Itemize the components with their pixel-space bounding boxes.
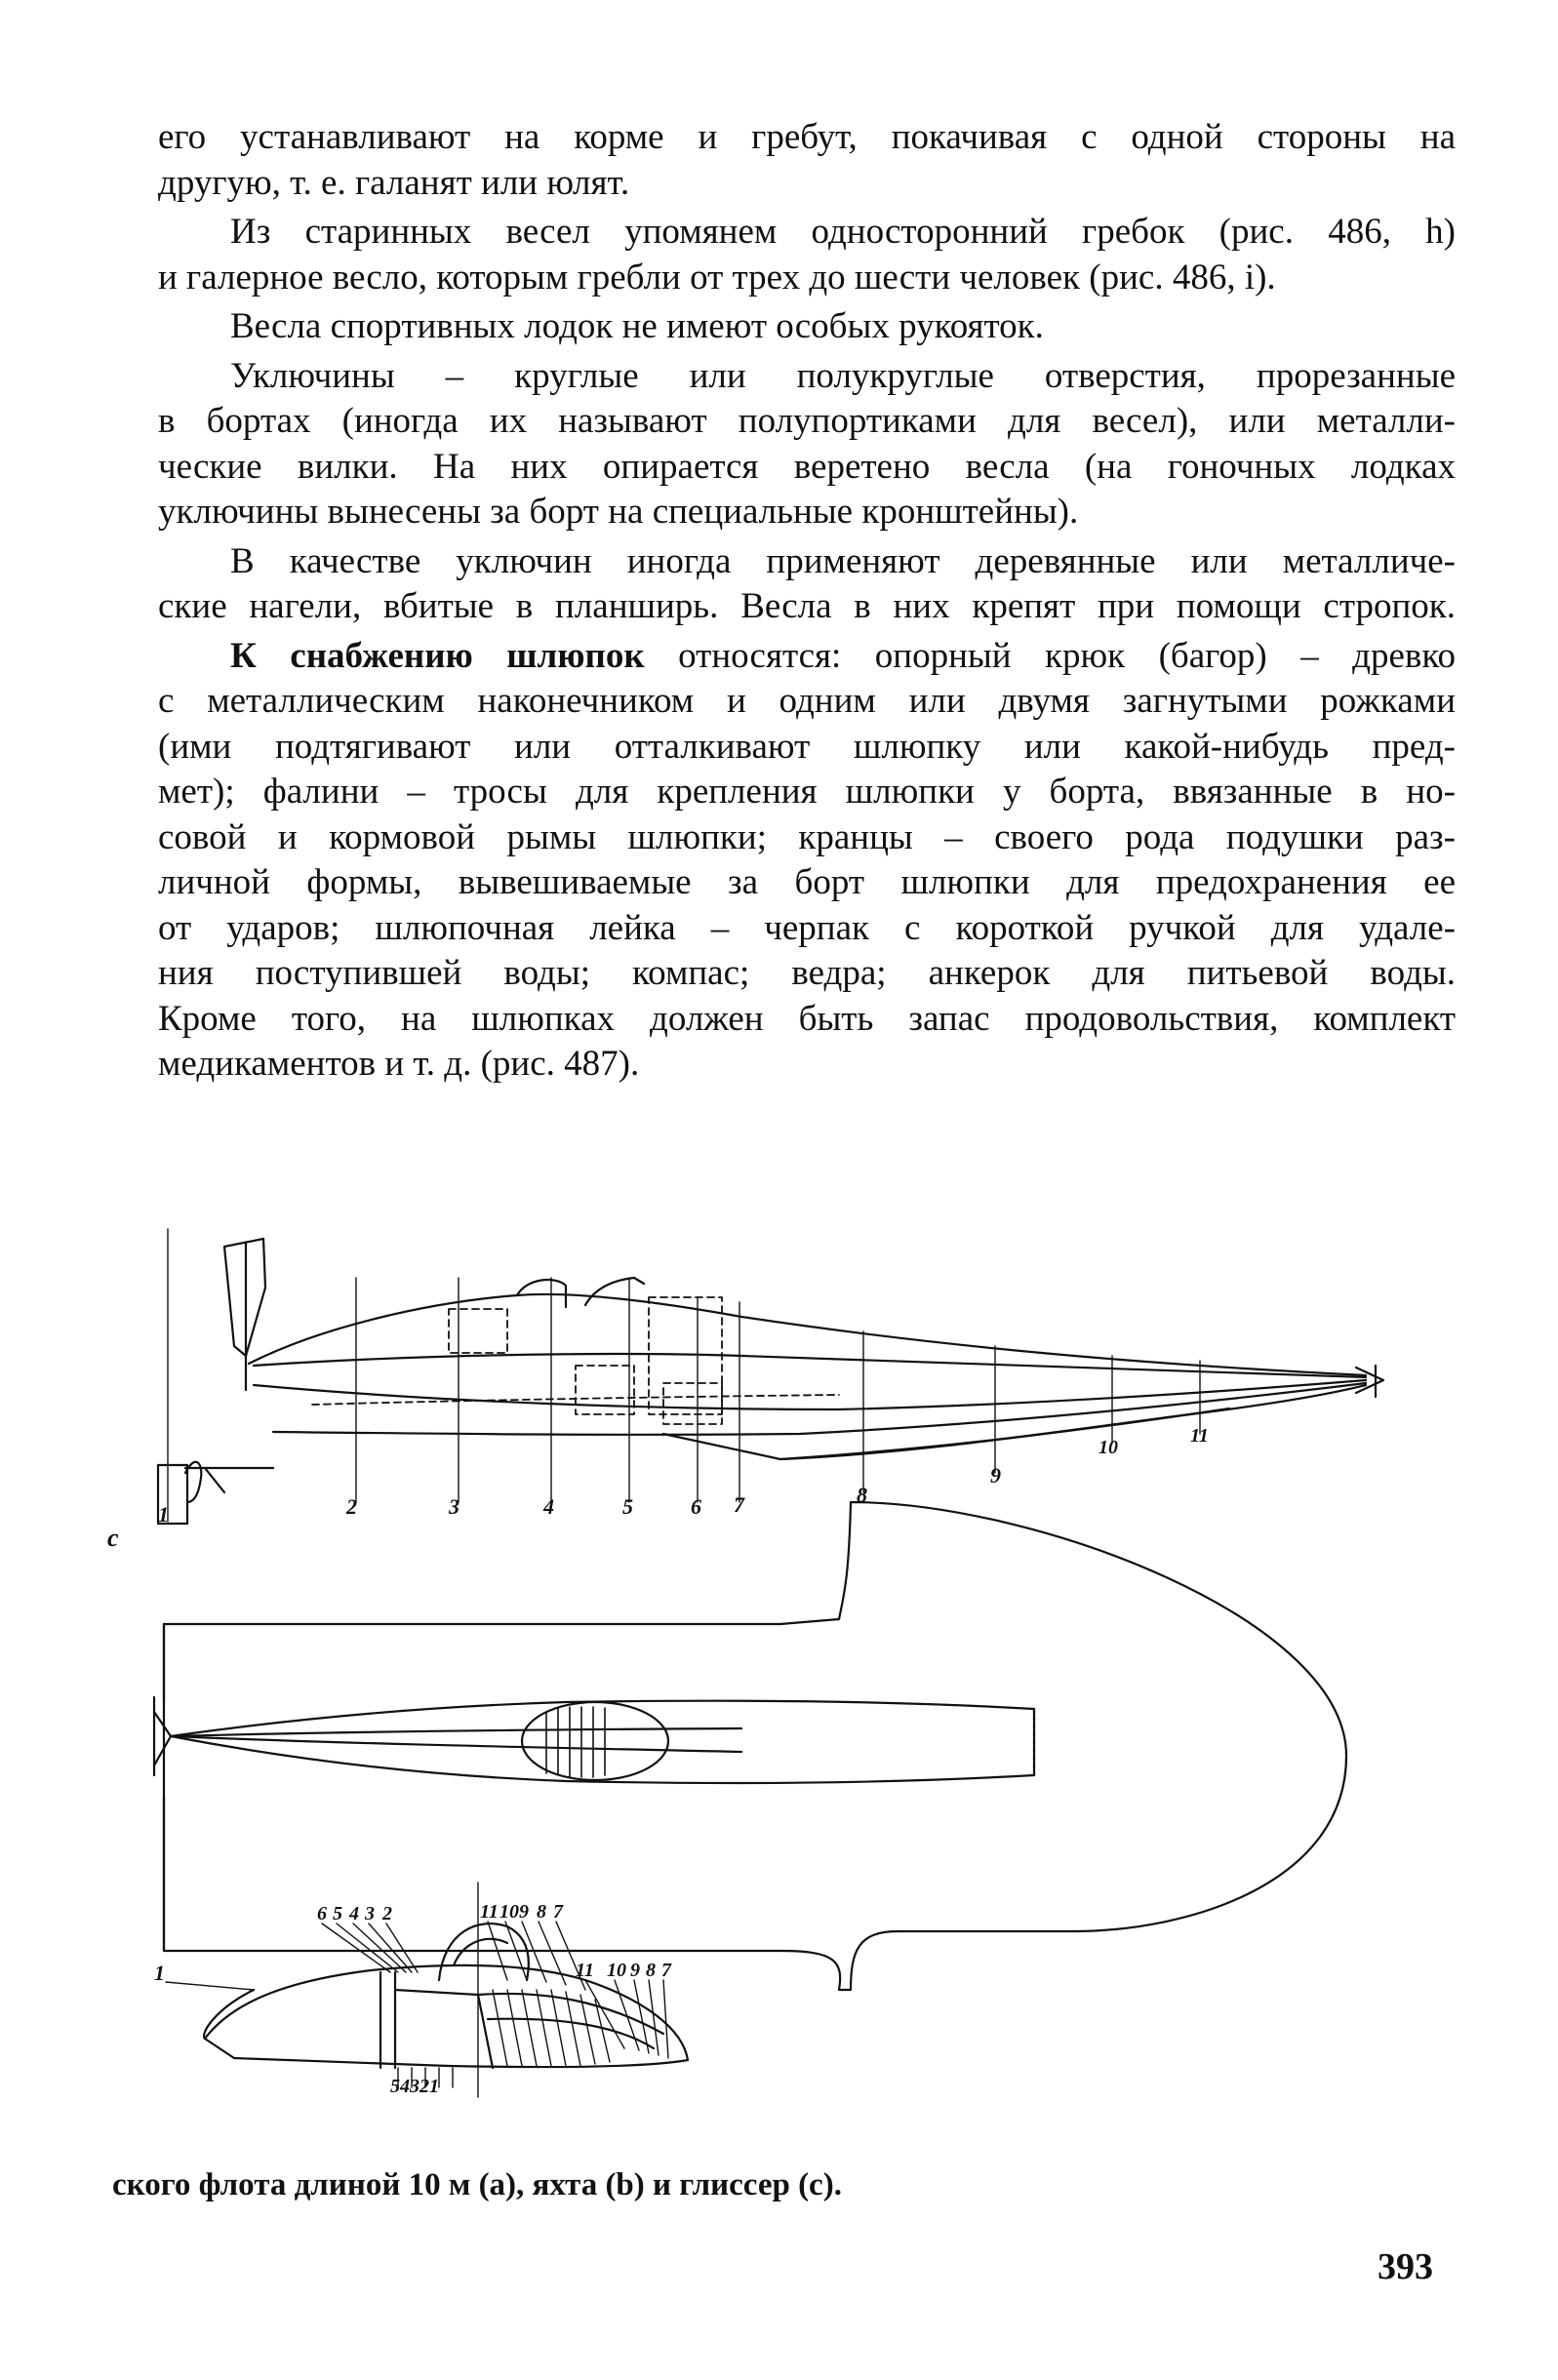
section-label: 9	[630, 1960, 640, 1981]
station-label: 6	[691, 1494, 701, 1519]
paragraph-4-line-4: уключины вынесены за борт на специальные кронштейны).	[158, 492, 1079, 532]
paragraph-6-line-4: мет); фалини – тросы для крепления шлюпки у борта, ввязанные в но-	[158, 772, 1456, 812]
paragraph-6-line-2: с металлическим наконечником и одним или двумя загнутыми рожками	[158, 681, 1456, 721]
paragraph-6-line-7: от ударов; шлюпочная лейка – черпак с короткой ручкой для удале-	[158, 907, 1456, 948]
section-label: 11	[480, 1901, 499, 1923]
paragraph-6-line-10: медикаментов и т. д. (рис. 487).	[158, 1044, 640, 1084]
panel-label-c: c	[107, 1524, 119, 1552]
paragraph-1-line-1: его устанавливают на корме и гребут, покачивая с одной стороны на	[158, 117, 1456, 157]
paragraph-6-line-3: (ими подтягивают или отталкивают шлюпку или какой-нибудь пред-	[158, 726, 1456, 767]
station-label: 3	[449, 1494, 459, 1519]
section-label: 8	[537, 1901, 546, 1923]
paragraph-6-line-6: личной формы, вывешиваемые за борт шлюпки для предохранения ее	[158, 862, 1456, 902]
section-bottom-label: 54321	[390, 2076, 439, 2097]
station-label: 7	[734, 1492, 744, 1517]
section-label: 2	[382, 1903, 392, 1924]
station-label: 4	[543, 1494, 554, 1519]
section-label: 9	[519, 1901, 529, 1923]
section-label: 10	[499, 1901, 519, 1923]
paragraph-5-line-2: ские нагели, вбитые в планширь. Весла в них крепят при помощи стропок.	[158, 586, 1456, 626]
paragraph-1-line-2: другую, т. е. галанят или юлят.	[158, 162, 630, 203]
section-label: 7	[553, 1901, 563, 1923]
section-label: 6	[317, 1903, 327, 1924]
station-label: 2	[346, 1494, 357, 1519]
section-label: 7	[661, 1960, 671, 1981]
paragraph-6-line-1	[158, 634, 1456, 680]
figure-caption: ского флота длиной 10 м (a), яхта (b) и глиссер (c).	[112, 2167, 842, 2202]
paragraph-6-line-8: ния поступившей воды; компас; ведра; анкерок для питьевой воды.	[158, 953, 1456, 993]
section-label: 10	[607, 1960, 626, 1981]
section-label: 11	[576, 1960, 594, 1981]
paragraph-4-line-1: Уключины – круглые или полукруглые отверстия, прорезанные	[230, 355, 1456, 396]
page-number: 393	[1378, 2246, 1433, 2287]
hydroplane-drawing	[107, 1210, 1405, 2097]
station-label: 8	[857, 1483, 867, 1507]
section-label: 3	[365, 1903, 375, 1924]
station-label: 1	[158, 1502, 169, 1527]
paragraph-3-line-1: Весла спортивных лодок не имеют особых рукояток.	[230, 306, 1044, 346]
cockpit-section-view	[166, 1883, 688, 2097]
plan-cockpit	[522, 1702, 668, 1780]
paragraph-5-line-1: В качестве уключин иногда применяют деревянные или металличе-	[230, 540, 1456, 581]
station-label: 10	[1099, 1437, 1118, 1458]
paragraph-4-line-3: ческие вилки. На них опирается веретено весла (на гоночных лодках	[158, 446, 1456, 487]
section-label: 4	[349, 1903, 359, 1924]
paragraph-4-line-2: в бортах (иногда их называют полупортиками для весел), или металли-	[158, 401, 1456, 441]
paragraph-6-line-9: Кроме того, на шлюпках должен быть запас продовольствия, комплект	[158, 998, 1456, 1039]
paragraph-6-line-1-rest: относятся: опорный крюк (багор) – древко	[644, 635, 1456, 676]
section-label: 8	[646, 1960, 656, 1981]
station-label: 5	[622, 1494, 633, 1519]
section-label: 5	[333, 1903, 342, 1924]
side-profile-view	[158, 1229, 1383, 1524]
deck-line	[249, 1294, 1366, 1375]
section-left-label: 1	[154, 1961, 165, 1985]
body-text	[158, 115, 1456, 1088]
station-label: 11	[1190, 1425, 1209, 1447]
station-label: 9	[990, 1463, 1001, 1488]
paragraph-6-line-5: совой и кормовой рымы шлюпки; кранцы – своего рода подушки раз-	[158, 816, 1456, 857]
boat-supplies-term: К снабжению шлюпок	[230, 635, 645, 676]
cockpit-fairing	[517, 1278, 644, 1307]
paragraph-2-line-2: и галерное весло, которым гребли от трех до шести человек (рис. 486, i).	[158, 257, 1276, 298]
paragraph-2-line-1: Из старинных весел упомянем односторонний гребок (рис. 486, h)	[230, 212, 1456, 252]
